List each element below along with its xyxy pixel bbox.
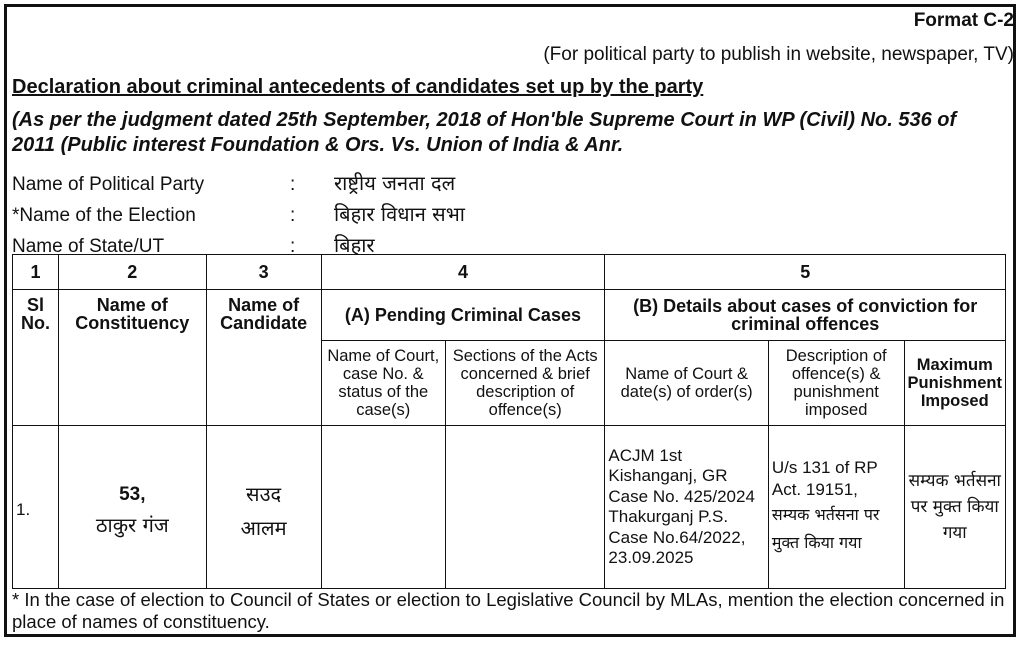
row-order: ACJM 1st Kishanganj, GR Case No. 425/2024 Thakurganj P.S. Case No.64/2022, 23.09.2025 (605, 426, 768, 589)
row-description (768, 426, 904, 589)
party-label: Name of Political Party (12, 174, 205, 195)
colon: : (290, 236, 296, 257)
col-number: 4 (321, 255, 605, 290)
sections-subheader: Sections of the Acts concerned & brief description of offence(s) (446, 341, 605, 426)
candidate-first-name: सउद (246, 482, 282, 506)
col-number: 1 (13, 255, 59, 290)
candidate-last-name: आलम (240, 516, 287, 540)
colon: : (290, 174, 296, 195)
constituency-name: ठाकुर गंज (95, 513, 169, 537)
column-number-row (13, 255, 1006, 290)
footnote: * In the case of election to Council of States or election to Legislative Council by MLAs, mention the election concerned in place of names of constituency. (12, 589, 1005, 632)
state-value: बिहार (334, 233, 375, 257)
election-value: बिहार विधान सभा (334, 202, 465, 226)
row-max-punishment: सम्यक भर्तसना पर मुक्त किया गया (904, 426, 1005, 589)
colon: : (290, 205, 296, 226)
description-english: U/s 131 of RP Act. 19151, (771, 458, 878, 499)
candidate-header: Name of Candidate (206, 290, 321, 426)
judgment-reference: (As per the judgment dated 25th September, 2018 of Hon'ble Supreme Court in WP (Civil) No. 536 of 2011 (Public interest Foundation & Ors. Vs. Union of India & Anr. (12, 109, 957, 156)
election-row (12, 197, 465, 231)
row-candidate (206, 426, 321, 589)
col-number: 5 (605, 255, 1006, 290)
election-label: *Name of the Election (12, 205, 196, 226)
description-hindi: सम्यक भर्तसना पर मुक्त किया गया (771, 505, 880, 552)
col-number: 2 (58, 255, 206, 290)
antecedents-table (12, 254, 1006, 589)
party-row (12, 166, 455, 200)
party-value: राष्ट्रीय जनता दल (334, 171, 456, 195)
order-subheader: Name of Court & date(s) of order(s) (605, 341, 768, 426)
table-row (13, 426, 1006, 589)
declaration-title: Declaration about criminal antecedents of candidates set up by the party (12, 76, 704, 98)
row-sl: 1. (13, 426, 59, 589)
description-subheader: Description of offence(s) & punishment imposed (768, 341, 904, 426)
conviction-header: (B) Details about cases of conviction for criminal offences (605, 290, 1006, 341)
col-number: 3 (206, 255, 321, 290)
row-sections (446, 426, 605, 589)
constituency-number: 53, (119, 484, 146, 505)
state-label: Name of State/UT (12, 236, 165, 257)
header-row (13, 290, 1006, 341)
constituency-header: Name of Constituency (58, 290, 206, 426)
row-court (321, 426, 445, 589)
court-subheader: Name of Court, case No. & status of the case(s) (321, 341, 445, 426)
format-label: Format C-2 (913, 10, 1014, 31)
sl-header: Sl No. (13, 290, 59, 426)
max-punishment-subheader: Maximum Punishment Imposed (904, 341, 1005, 426)
publication-note: (For political party to publish in website, newspaper, TV) (543, 44, 1014, 65)
row-constituency (58, 426, 206, 589)
pending-cases-header: (A) Pending Criminal Cases (321, 290, 605, 341)
